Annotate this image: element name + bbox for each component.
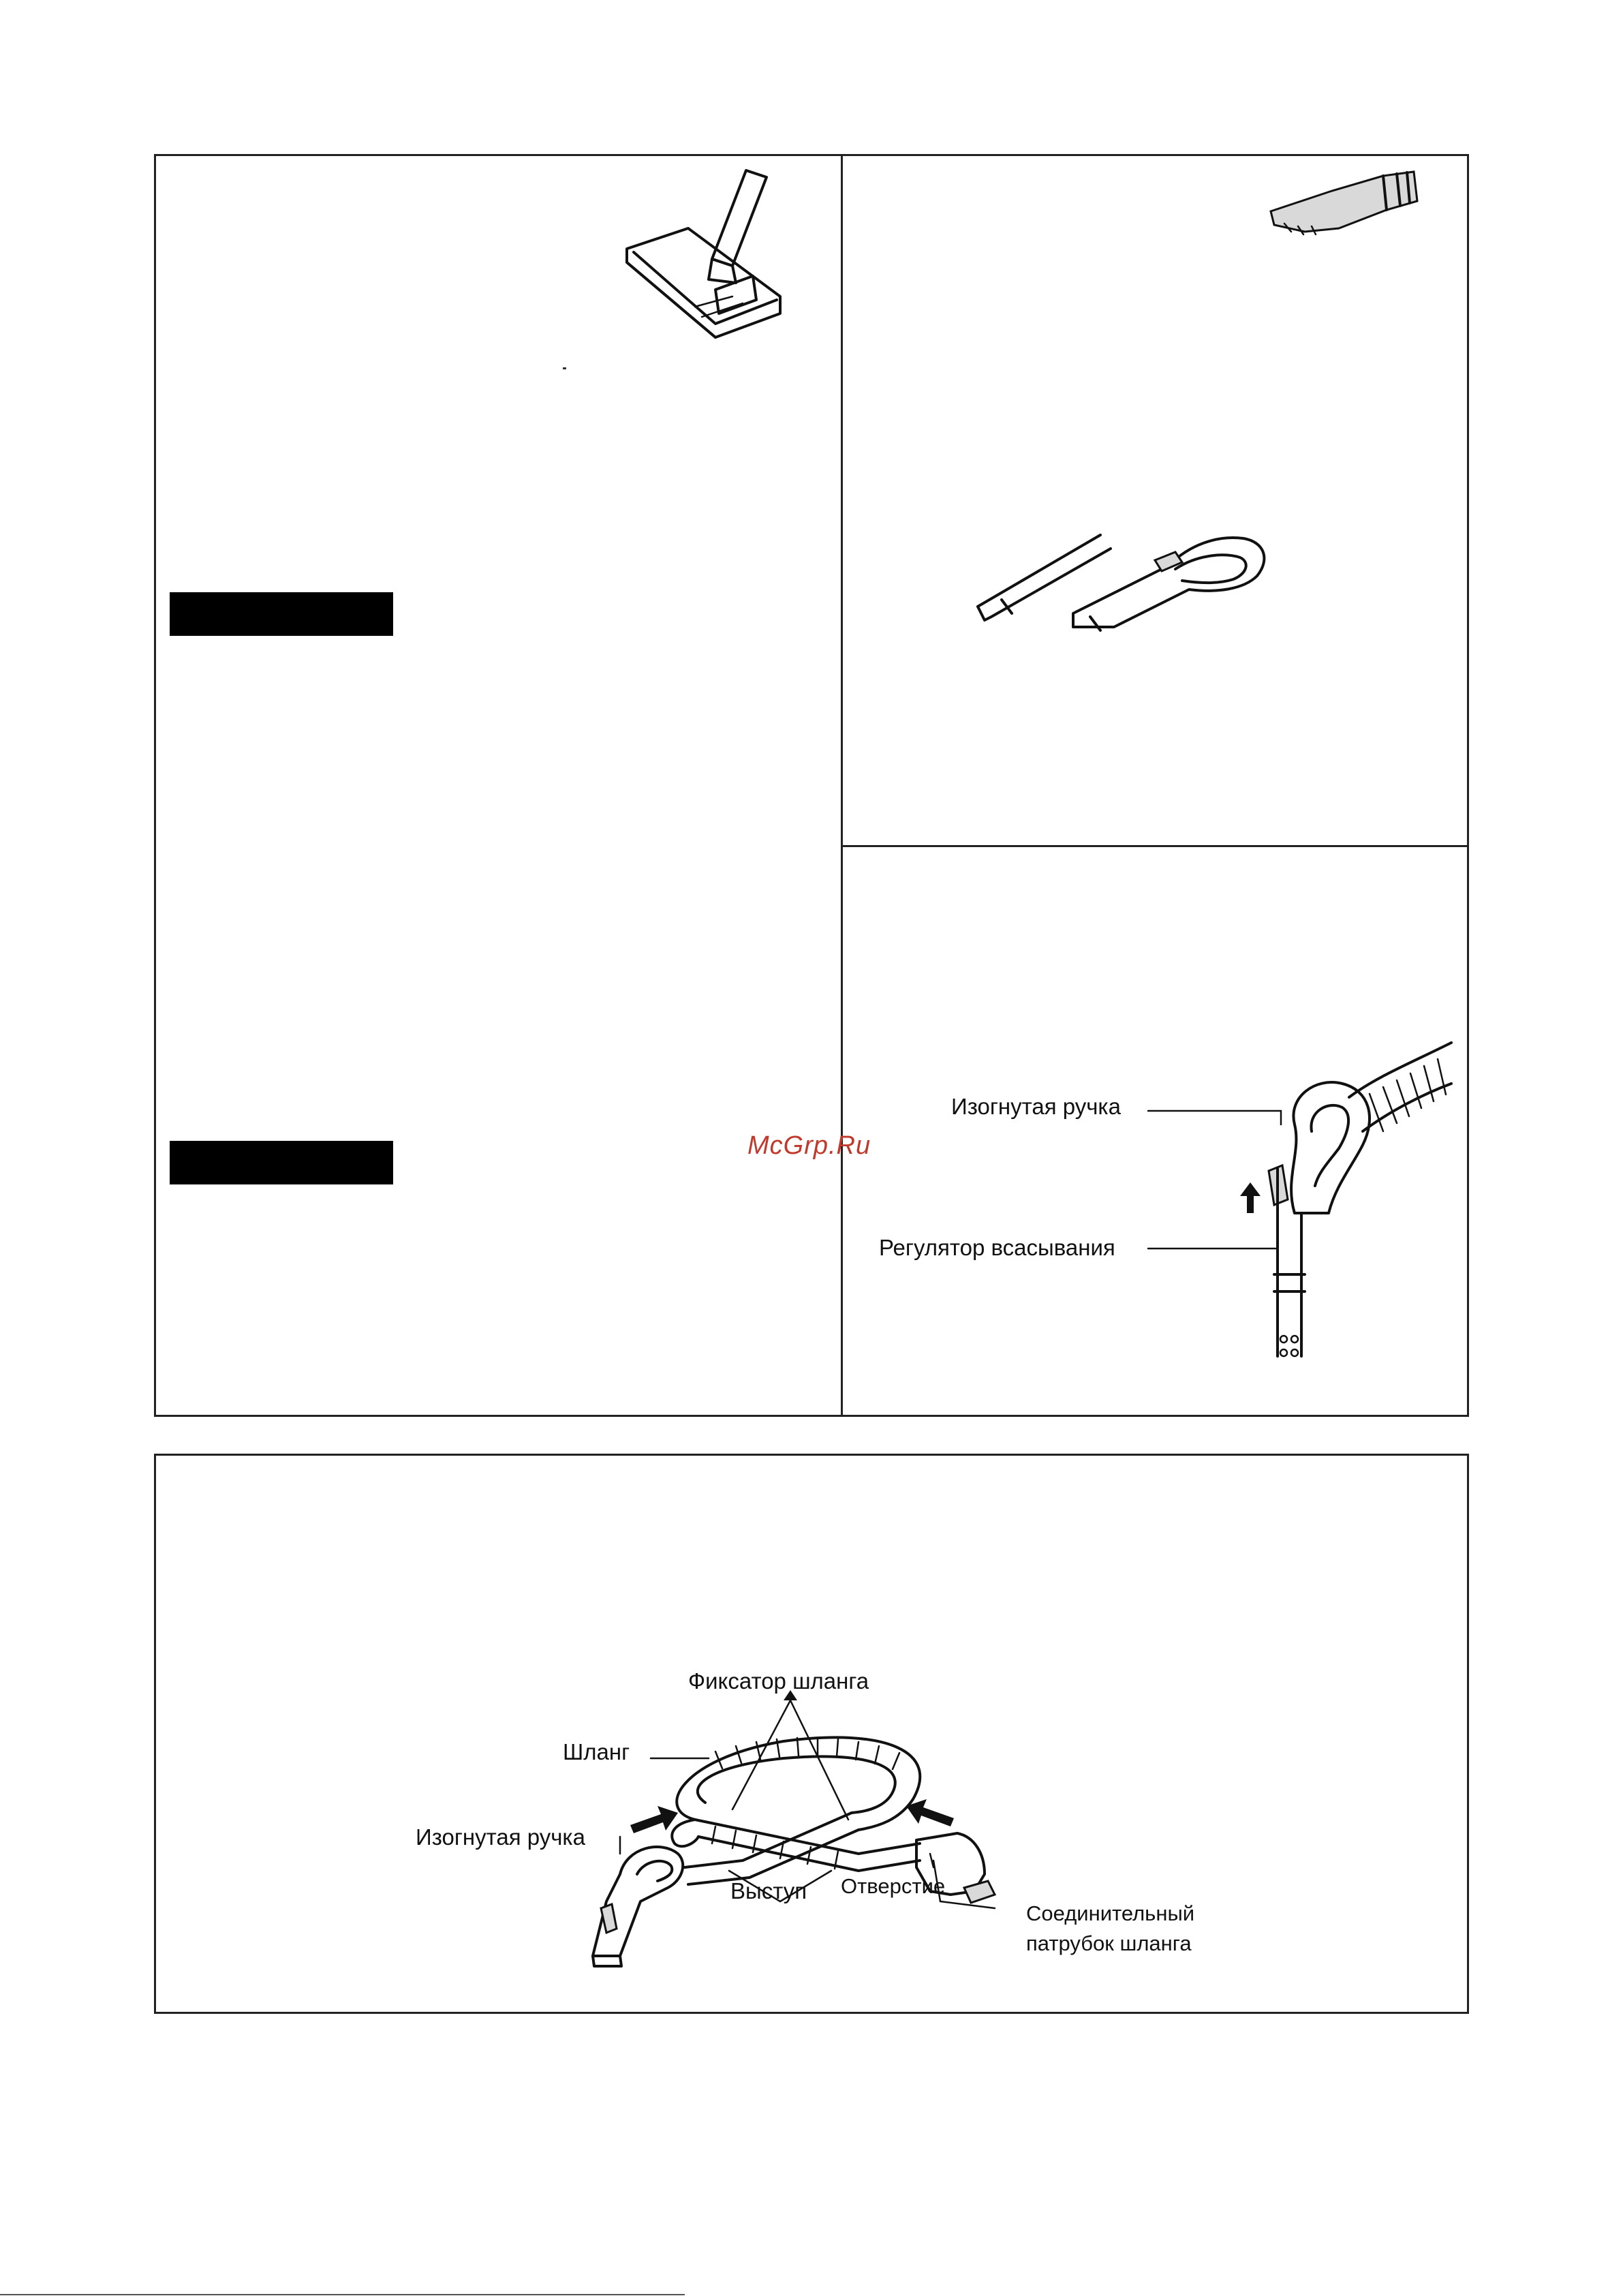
- hose-clip-label: Фиксатор шланга: [688, 1668, 869, 1694]
- hose-leader-lines: [600, 1751, 1049, 1929]
- opening-label: Отверстие: [841, 1874, 946, 1898]
- suction-regulator-label: Регулятор всасывания: [879, 1235, 1115, 1260]
- bottom-curved-handle-label: Изогнутая ручка: [416, 1824, 585, 1850]
- page-footer-rule: [0, 2294, 685, 2295]
- section-header-bar-2: [170, 1141, 393, 1184]
- top-column-divider: [841, 154, 843, 1417]
- stray-dot: [563, 367, 566, 369]
- tube-handle-attach-illustration: [971, 518, 1284, 634]
- floor-nozzle-illustration: [613, 164, 797, 361]
- watermark: McGrp.Ru: [747, 1131, 871, 1160]
- curved-handle-label: Изогнутая ручка: [951, 1094, 1121, 1119]
- hose-connector-label-line2: патрубок шланга: [1026, 1931, 1192, 1955]
- protrusion-label: Выступ: [730, 1878, 807, 1903]
- suction-leader-lines: [1145, 1104, 1295, 1254]
- crevice-tool-illustration: [1264, 164, 1427, 245]
- right-column-divider: [841, 845, 1469, 847]
- hose-connector-label-line1: Соединительный: [1026, 1901, 1195, 1925]
- section-header-bar-1: [170, 592, 393, 636]
- hose-label: Шланг: [563, 1739, 630, 1764]
